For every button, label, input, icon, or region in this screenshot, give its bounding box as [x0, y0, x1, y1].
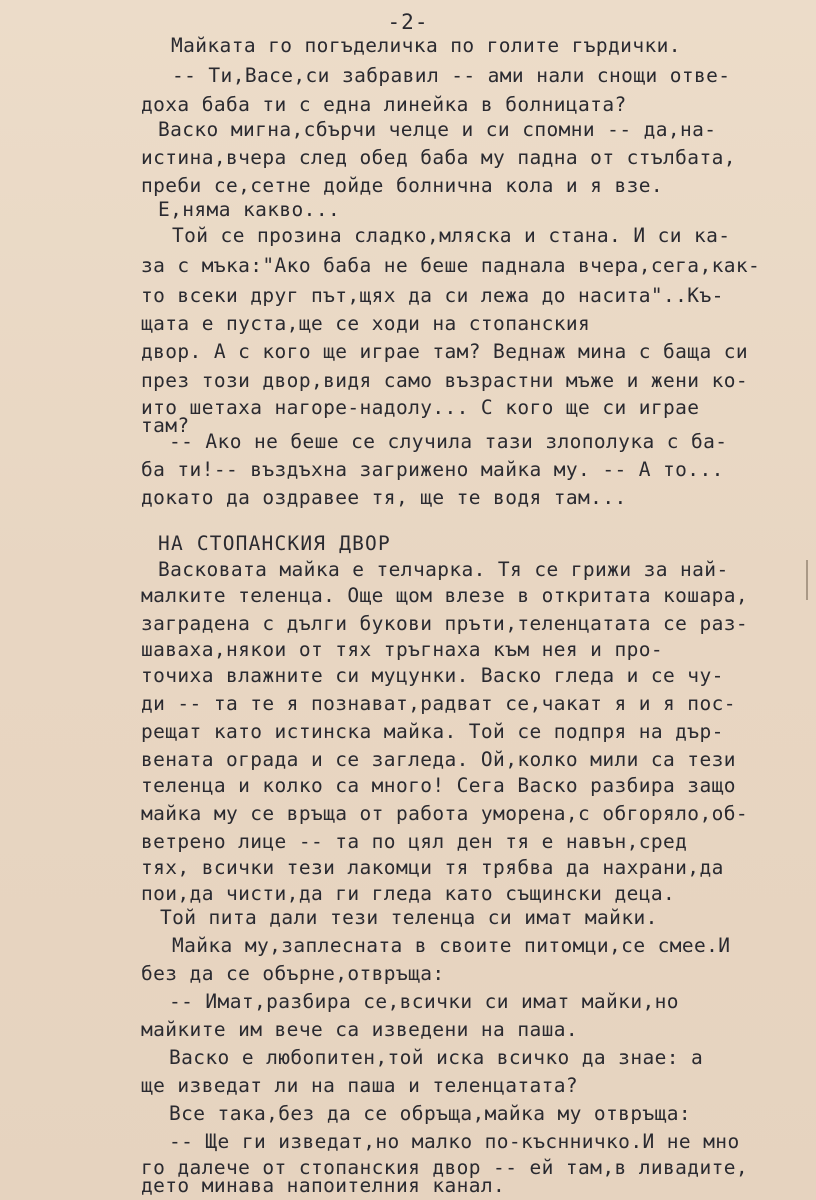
- text-line: вената ограда и се загледа. Ой,колко мили са тези: [141, 748, 736, 771]
- text-line: теленца и колко са много! Сега Васко разбира защо: [141, 774, 736, 797]
- text-line: Васко е любопитен,той иска всичко да знае: а: [169, 1046, 704, 1069]
- text-line: Е,няма какво...: [158, 198, 341, 221]
- text-line: истина,вчера след обед баба му падна от стълбата,: [141, 146, 736, 169]
- text-line: тях, всички тези лакомци тя трябва да нахрани,да: [141, 856, 724, 879]
- text-line: дето минава напоителния канал.: [141, 1174, 506, 1197]
- text-line: майка му се връща от работа уморена,с обгоряло,об-: [141, 802, 748, 825]
- text-line: докато да оздравее тя, ще те водя там...: [141, 486, 627, 509]
- text-line: -- Имат,разбира се,всички си имат майки,но: [169, 990, 679, 1013]
- text-line: Васко мигна,сбърчи челце и си спомни -- да,на-: [158, 118, 717, 141]
- text-line: -- Ако не беше се случила тази злополука с ба-: [169, 430, 728, 453]
- text-line: Майка му,заплесната в своите питомци,се смее.И: [172, 934, 731, 957]
- text-line: ди -- та те я познават,радват се,чакат я и я пос-: [141, 692, 736, 715]
- text-line: през този двор,видя само възрастни мъже и жени ко-: [141, 369, 748, 392]
- page-number: -2-: [387, 10, 429, 34]
- text-line: за с мъка:"Ако баба не беше паднала вчера,сега,как-: [141, 254, 761, 277]
- text-line: -- Ти,Васе,си забравил -- ами нали снощи отве-: [172, 64, 731, 87]
- text-line: Васковата майка е телчарка. Тя се грижи за най-: [158, 558, 729, 581]
- text-line: Той се прозина сладко,мляска и стана. И си ка-: [172, 224, 731, 247]
- text-line: ба ти!-- въздъхна загрижено майка му. -- А то...: [141, 458, 724, 481]
- text-line: майките им вече са изведени на паша.: [141, 1018, 579, 1041]
- text-line: Той пита дали тези теленца си имат майки.: [160, 906, 658, 929]
- paper-edge-mark: [806, 560, 808, 600]
- text-line: -- Ще ги изведат,но малко по-къснничко.И не мно: [169, 1130, 740, 1153]
- text-line: ито шетаха нагоре-надолу... С кого ще си играе: [141, 396, 700, 419]
- text-line: доха баба ти с една линейка в болницата?: [141, 93, 627, 116]
- text-line: Майката го погъделичка по голите гърдички.: [171, 34, 681, 57]
- text-line: го далече от стопанския двор -- ей там,в ливадите,: [141, 1156, 748, 1179]
- text-line: заградена с дълги букови пръти,теленцатата се раз-: [141, 612, 748, 635]
- text-line: рещат като истинска майка. Той се подпря на дър-: [141, 720, 724, 743]
- text-line: ще изведат ли на паша и теленцатата?: [141, 1074, 579, 1097]
- text-line: шаваха,някои от тях тръгнаха към нея и про-: [141, 638, 664, 661]
- text-line: там?: [141, 414, 190, 437]
- text-line: то всеки друг път,щях да си лежа до насита"..Къ-: [141, 284, 724, 307]
- text-line: точиха влажните си муцунки. Васко гледа и се чу-: [141, 664, 724, 687]
- text-line: щата е пуста,ще се ходи на стопанския: [141, 312, 591, 335]
- section-heading: НА СТОПАНСКИЯ ДВОР: [158, 532, 391, 555]
- text-line: двор. А с кого ще играе там? Веднаж мина с баща си: [141, 340, 748, 363]
- text-line: преби се,сетне дойде болнична кола и я взе.: [141, 174, 664, 197]
- text-line: Все така,без да се обръща,майка му отвръща:: [169, 1102, 692, 1125]
- text-line: пои,да чисти,да ги гледа като същински деца.: [141, 882, 676, 905]
- text-line: малките теленца. Още щом влезе в откритата кошара,: [141, 584, 748, 607]
- text-line: ветрено лице -- та по цял ден тя е навън,сред: [141, 830, 688, 853]
- text-line: без да се обърне,отвръща:: [141, 962, 445, 985]
